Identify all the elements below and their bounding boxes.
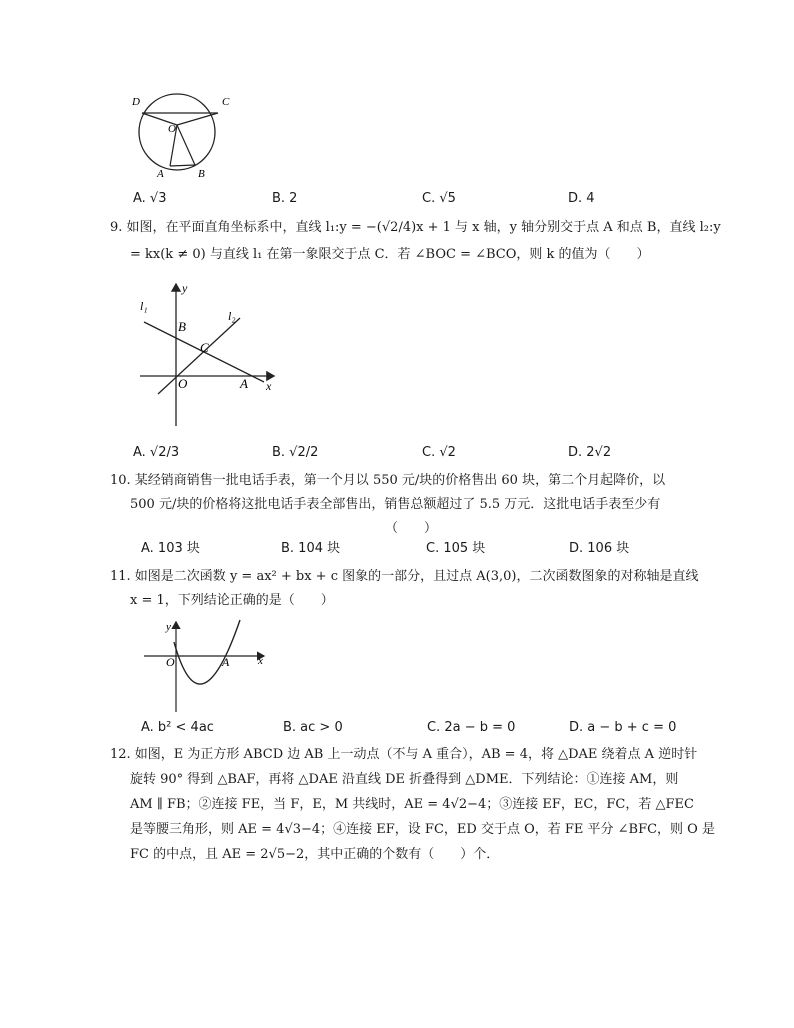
label-D: D (132, 96, 140, 108)
q8-option-b[interactable]: B. 2 (272, 191, 298, 206)
q9-option-a[interactable]: A. √2/3 (133, 445, 180, 460)
q11-option-d[interactable]: D. a − b + c = 0 (569, 720, 677, 735)
coordinate-figure (136, 278, 284, 430)
q8-option-a[interactable]: A. √3 (133, 191, 167, 206)
q9-option-d[interactable]: D. 2√2 (568, 445, 612, 460)
q10-option-b[interactable]: B. 104 块 (281, 541, 341, 556)
label-x: x (266, 379, 272, 393)
label-C: C (222, 96, 230, 108)
label-l1: l₁ (140, 299, 148, 313)
q11-option-b[interactable]: B. ac > 0 (283, 720, 343, 735)
label-A: A (157, 168, 164, 180)
q9-text-line1: 9. 如图，在平面直角坐标系中，直线 l₁:y = −(√2/4)x + 1 与 x 轴，y 轴分别交于点 A 和点 B，直线 l₂:y (110, 220, 721, 235)
label-l2: l₂ (228, 309, 236, 323)
label-A: A (240, 376, 248, 391)
q11-text-line2: x = 1，下列结论正确的是（ ） (130, 593, 334, 608)
q10-option-d[interactable]: D. 106 块 (569, 541, 630, 556)
q9-option-c[interactable]: C. √2 (422, 445, 456, 460)
q8-option-d[interactable]: D. 4 (568, 191, 595, 206)
q9-option-b[interactable]: B. √2/2 (272, 445, 319, 460)
q10-text-line3: （ ） (385, 521, 438, 536)
q12-text-line4: 是等腰三角形，则 AE = 4√3−4；④连接 EF，设 FC，ED 交于点 O，若 FE 平分 ∠BFC，则 O 是 (130, 822, 715, 837)
label-O: O (168, 123, 176, 135)
q11-option-c[interactable]: C. 2a − b = 0 (427, 720, 516, 735)
label-O: O (166, 655, 175, 669)
label-B: B (178, 319, 186, 334)
circle-figure (130, 86, 230, 182)
label-O: O (178, 376, 188, 391)
q12-text-line5: FC 的中点，且 AE = 2√5−2，其中正确的个数有（ ）个． (130, 847, 500, 862)
label-y: y (182, 281, 188, 295)
label-B: B (198, 168, 205, 180)
q8-option-c[interactable]: C. √5 (422, 191, 456, 206)
label-y: y (166, 621, 171, 633)
q10-text-line2: 500 元/块的价格将这批电话手表全部售出，销售总额超过了 5.5 万元．这批电话手表至少有 (130, 497, 661, 512)
q10-option-a[interactable]: A. 103 块 (141, 541, 200, 556)
q12-text-line2: 旋转 90° 得到 △BAF，再将 △DAE 沿直线 DE 折叠得到 △DME．下列结论：①连接 AM，则 (130, 772, 679, 787)
q10-text-line1: 10. 某经销商销售一批电话手表，第一个月以 550 元/块的价格售出 60 块，第二个月起降价，以 (110, 473, 666, 488)
label-C: C (200, 340, 209, 355)
q10-option-c[interactable]: C. 105 块 (426, 541, 486, 556)
q11-option-a[interactable]: A. b² < 4ac (141, 720, 214, 735)
q9-text-line2: = kx(k ≠ 0) 与直线 l₁ 在第一象限交于点 C．若 ∠BOC = ∠BCO，则 k 的值为（ ） (130, 247, 650, 262)
q12-text-line1: 12. 如图，E 为正方形 ABCD 边 AB 上一动点（不与 A 重合），AB = 4，将 △DAE 绕着点 A 逆时针 (110, 747, 698, 762)
q12-text-line3: AM ∥ FB；②连接 FE，当 F，E，M 共线时，AE = 4√2−4；③连接 EF，EC，FC，若 △FEC (130, 797, 694, 812)
parabola-figure (140, 616, 272, 716)
label-A: A (222, 655, 230, 669)
q11-text-line1: 11. 如图是二次函数 y = ax² + bx + c 图象的一部分，且过点 A(3,0)，二次函数图象的对称轴是直线 (110, 569, 699, 584)
label-x: x (258, 655, 263, 667)
